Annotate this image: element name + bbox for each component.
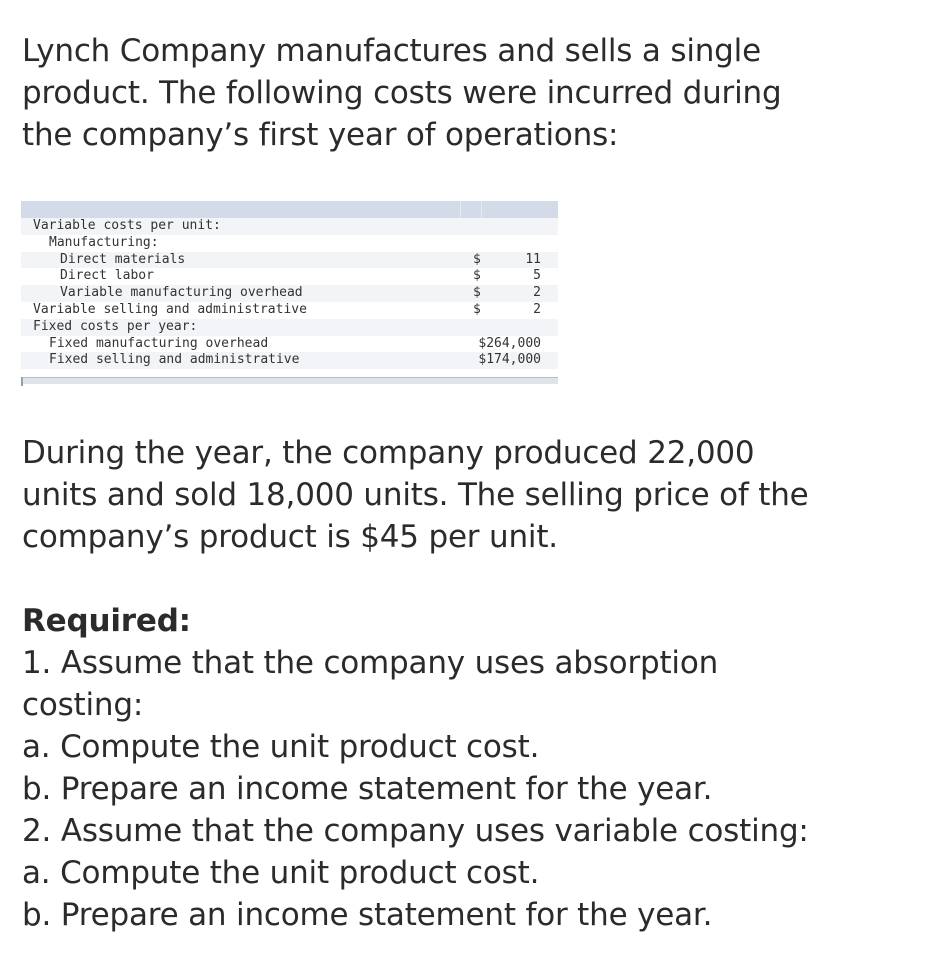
required-item: a. Compute the unit product cost. <box>22 855 540 891</box>
table-row <box>21 319 558 336</box>
row-amount: 2 <box>533 285 541 301</box>
row-label: Manufacturing: <box>49 234 159 250</box>
required-item: costing: <box>22 687 144 723</box>
row-label: Variable manufacturing overhead <box>60 285 303 301</box>
row-label: Variable selling and administrative <box>33 302 307 317</box>
row-label: Variable costs per unit: <box>33 218 221 233</box>
dollar-sign: $ <box>473 285 481 301</box>
production-line: During the year, the company produced 22,000 <box>22 435 755 471</box>
intro-paragraph <box>22 30 781 156</box>
intro-line: Lynch Company manufactures and sells a single <box>22 33 761 69</box>
dollar-sign: $ <box>473 251 481 267</box>
required-section <box>22 600 809 936</box>
table-row <box>21 302 558 319</box>
row-amount: 2 <box>533 302 541 317</box>
table-row <box>21 336 558 353</box>
required-item: a. Compute the unit product cost. <box>22 729 540 765</box>
dollar-sign: $ <box>473 302 481 317</box>
row-label: Fixed costs per year: <box>33 318 198 334</box>
column-divider <box>481 201 482 218</box>
column-divider <box>460 201 461 218</box>
intro-line: product. The following costs were incurred during <box>22 75 782 111</box>
table-row <box>21 252 558 269</box>
dollar-sign: $ <box>473 268 481 284</box>
cost-table <box>21 201 558 385</box>
table-row <box>21 235 558 252</box>
row-amount: $264,000 <box>478 335 541 351</box>
table-header-bar <box>21 201 558 218</box>
row-label: Direct labor <box>60 268 154 284</box>
row-label: Direct materials <box>60 251 186 267</box>
row-amount: 5 <box>533 268 541 284</box>
row-label: Fixed manufacturing overhead <box>49 335 269 351</box>
production-paragraph <box>22 432 809 558</box>
required-heading: Required: <box>22 603 191 639</box>
table-row <box>21 352 558 369</box>
row-amount: 11 <box>525 251 541 267</box>
table-footer-edge <box>21 377 23 386</box>
table-row <box>21 285 558 302</box>
production-line: company’s product is $45 per unit. <box>22 519 558 555</box>
required-item: b. Prepare an income statement for the year. <box>22 771 713 807</box>
table-footer-bar <box>21 377 558 384</box>
production-line: units and sold 18,000 units. The selling price of the <box>22 477 809 513</box>
row-label: Fixed selling and administrative <box>49 352 300 368</box>
intro-line: the company’s first year of operations: <box>22 117 619 153</box>
table-row <box>21 268 558 285</box>
table-row <box>21 218 558 235</box>
required-item: 2. Assume that the company uses variable costing: <box>22 813 809 849</box>
required-item: b. Prepare an income statement for the year. <box>22 897 713 933</box>
required-item: 1. Assume that the company uses absorption <box>22 645 719 681</box>
row-amount: $174,000 <box>478 352 541 368</box>
